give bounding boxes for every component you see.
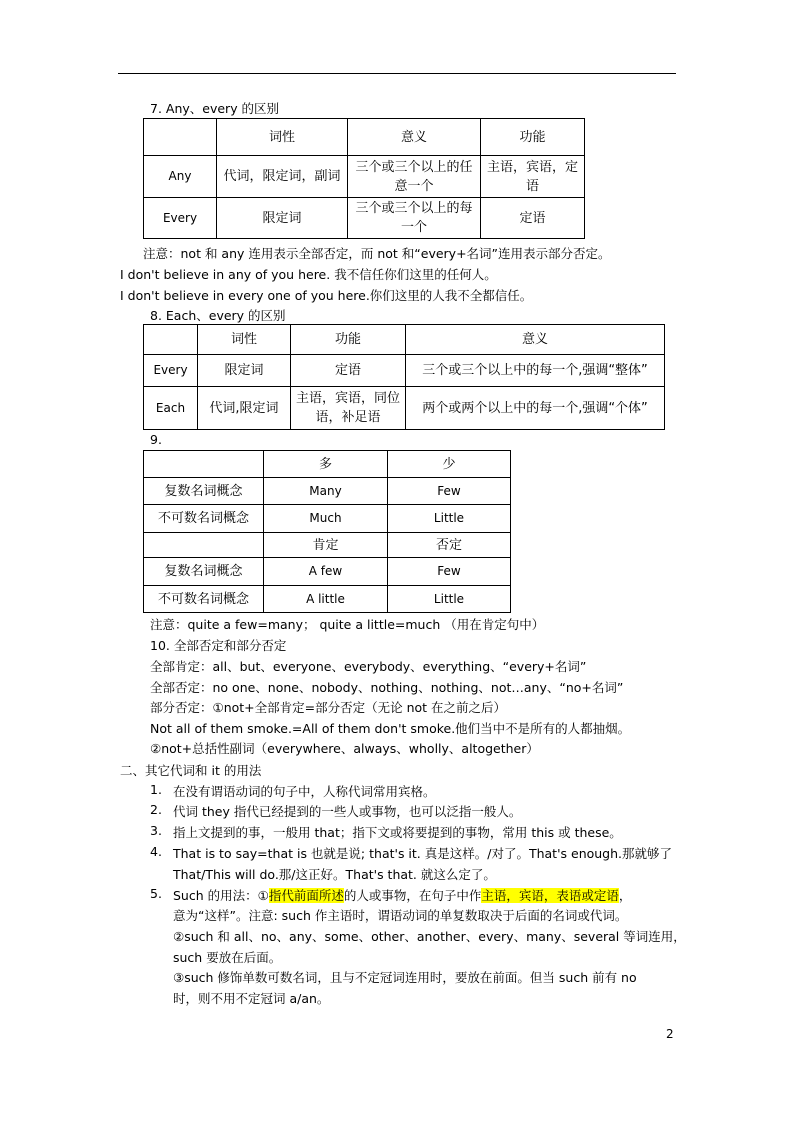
table-row xyxy=(144,198,585,239)
list-item xyxy=(173,886,631,904)
table-cell: 两个或两个以上中的每一个,强调“个体” xyxy=(406,387,665,430)
table-cell: Much xyxy=(264,505,388,533)
note-quite-a-few: 注意：quite a few=many； quite a little=much （用在肯定句中） xyxy=(150,617,545,632)
text-line: ②not+总括性副词（everywhere、always、wholly、altogether） xyxy=(150,741,539,756)
example-sentence: I don't believe in every one of you here.你们这里的人我不全都信任。 xyxy=(120,288,533,303)
table-cell: 三个或三个以上的任意一个 xyxy=(348,156,481,198)
highlighted-text: 主语，宾语，表语或定语 xyxy=(481,888,619,903)
table-header-cell: 意义 xyxy=(406,325,665,355)
table-header-cell: 词性 xyxy=(198,325,291,355)
table-cell: Few xyxy=(388,478,511,505)
text-line: Not all of them smoke.=All of them don't smoke.他们当中不是所有的人都抽烟。 xyxy=(150,721,631,736)
table-cell: 限定词 xyxy=(198,355,291,387)
text-line: 部分否定：①not+全部肯定=部分否定（无论 not 在之前之后） xyxy=(150,700,507,715)
table-cell: 代词，限定词，副词 xyxy=(217,156,348,198)
table-cell xyxy=(144,533,264,558)
list-item-continued: 时，则不用不定冠词 a/an。 xyxy=(173,991,330,1006)
table-cell: 少 xyxy=(388,451,511,478)
table-cell: 主语，宾语，同位语，补足语 xyxy=(291,387,406,430)
list-number: 2. xyxy=(150,802,162,817)
note-any-every: 注意：not 和 any 连用表示全部否定，而 not 和“every+名词”连用表示部分否定。 xyxy=(143,246,611,261)
table-header-cell: 功能 xyxy=(291,325,406,355)
table-many-much xyxy=(143,450,511,613)
table-cell: Many xyxy=(264,478,388,505)
table-row xyxy=(144,119,585,156)
table-cell: Little xyxy=(388,505,511,533)
table-any-every xyxy=(143,118,585,239)
table-row xyxy=(144,387,665,430)
table-cell: Each xyxy=(144,387,198,430)
table-cell: 三个或三个以上中的每一个,强调“整体” xyxy=(406,355,665,387)
table-cell: Every xyxy=(144,198,217,239)
table-cell: Few xyxy=(388,558,511,586)
list-number: 4. xyxy=(150,844,162,859)
text-span: 的人或事物，在句子中作 xyxy=(343,888,482,903)
table-cell: 不可数名词概念 xyxy=(144,505,264,533)
section-8-title: 8. Each、every 的区别 xyxy=(150,308,286,323)
table-row xyxy=(144,505,511,533)
table-cell: 限定词 xyxy=(217,198,348,239)
table-row xyxy=(144,478,511,505)
table-header-cell: 功能 xyxy=(481,119,585,156)
part-2-title: 二、其它代词和 it 的用法 xyxy=(120,763,262,778)
list-item-continued: 意为“这样”。注意: such 作主语时，谓语动词的单复数取决于后面的名词或代词。 xyxy=(173,908,628,923)
table-row xyxy=(144,355,665,387)
section-9-title: 9. xyxy=(150,432,162,447)
text-span: Such 的用法：① xyxy=(173,888,269,903)
table-cell: Any xyxy=(144,156,217,198)
list-item: That is to say=that is 也就是说; that's it. 真是这样。/对了。That's enough.那就够了 xyxy=(173,846,673,861)
table-each-every xyxy=(143,324,665,430)
table-cell: 复数名词概念 xyxy=(144,478,264,505)
list-item: 在没有谓语动词的句子中，人称代词常用宾格。 xyxy=(173,784,436,799)
table-row xyxy=(144,586,511,613)
table-cell xyxy=(144,119,217,156)
table-cell: Every xyxy=(144,355,198,387)
table-row xyxy=(144,325,665,355)
section-10-title: 10. 全部否定和部分否定 xyxy=(150,638,287,653)
list-number: 1. xyxy=(150,782,162,797)
table-cell: 复数名词概念 xyxy=(144,558,264,586)
list-number: 3. xyxy=(150,823,162,838)
list-item-continued: ③such 修饰单数可数名词，且与不定冠词连用时，要放在前面。但当 such 前有 no xyxy=(173,970,637,985)
list-number: 5. xyxy=(150,886,162,901)
text-span: ， xyxy=(618,888,632,903)
table-cell: 主语，宾语，定语 xyxy=(481,156,585,198)
table-row xyxy=(144,156,585,198)
table-cell: 定语 xyxy=(481,198,585,239)
table-cell: Little xyxy=(388,586,511,613)
table-cell: 否定 xyxy=(388,533,511,558)
page-number: 2 xyxy=(666,1027,674,1041)
table-cell xyxy=(144,451,264,478)
table-cell: A little xyxy=(264,586,388,613)
table-cell: 多 xyxy=(264,451,388,478)
table-cell: 肯定 xyxy=(264,533,388,558)
list-item: 指上文提到的事，一般用 that；指下文或将要提到的事物，常用 this 或 these。 xyxy=(173,825,622,840)
header-rule xyxy=(118,73,676,74)
table-cell: 定语 xyxy=(291,355,406,387)
list-item-continued: That/This will do.那/这正好。That's that. 就这么定了。 xyxy=(173,867,496,882)
table-row xyxy=(144,558,511,586)
section-7-title: 7. Any、every 的区别 xyxy=(150,101,280,116)
table-row xyxy=(144,451,511,478)
table-header-cell: 词性 xyxy=(217,119,348,156)
highlighted-text: 指代前面所述 xyxy=(268,888,344,903)
text-line: 全部肯定：all、but、everyone、everybody、everything、“every+名词” xyxy=(150,659,587,674)
list-item-continued: such 要放在后面。 xyxy=(173,950,282,965)
text-line: 全部否定：no one、none、nobody、nothing、nothing、not…any、“no+名词” xyxy=(150,680,624,695)
list-item-continued: ②such 和 all、no、any、some、other、another、every、many、several 等词连用， xyxy=(173,929,686,944)
table-cell xyxy=(144,325,198,355)
table-cell: 代词,限定词 xyxy=(198,387,291,430)
table-cell: 不可数名词概念 xyxy=(144,586,264,613)
example-sentence: I don't believe in any of you here. 我不信任你们这里的任何人。 xyxy=(120,267,497,282)
table-header-cell: 意义 xyxy=(348,119,481,156)
list-item: 代词 they 指代已经提到的一些人或事物，也可以泛指一般人。 xyxy=(173,804,522,819)
table-cell: A few xyxy=(264,558,388,586)
table-cell: 三个或三个以上的每一个 xyxy=(348,198,481,239)
table-row xyxy=(144,533,511,558)
